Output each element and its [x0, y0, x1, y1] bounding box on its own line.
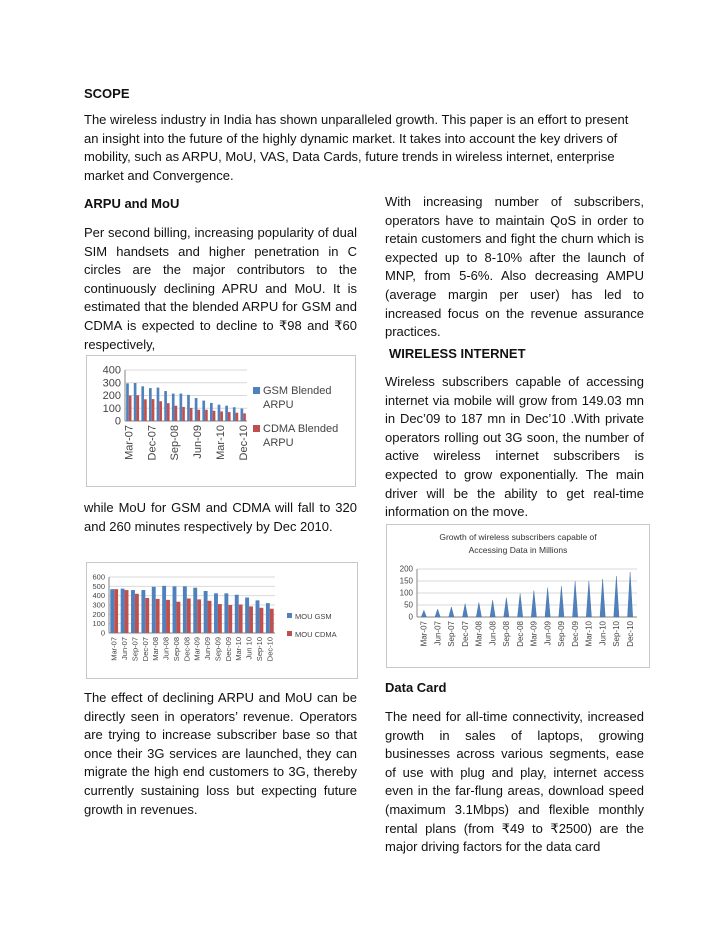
- x-tick-label: Mar-10: [234, 637, 244, 661]
- chart-title-line: Accessing Data in Millions: [468, 545, 568, 555]
- bar-arpu-s1-3: [152, 399, 155, 421]
- y-tick-label: 0: [408, 612, 413, 622]
- bar-arpu-s0-8: [187, 395, 190, 421]
- y-tick-label: 400: [102, 364, 121, 377]
- bar-mou-s1-11: [228, 605, 232, 633]
- x-tick-label: Sep-09: [557, 621, 567, 647]
- bar-wireless-8: [531, 591, 536, 617]
- bar-mou-s1-14: [259, 608, 263, 633]
- y-tick-label: 200: [102, 390, 121, 403]
- bar-arpu-s0-3: [149, 388, 152, 421]
- revenue-paragraph: The effect of declining ARPU and MoU can be directly seen in operators’ revenue. Operators are trying to increase subscriber base so that once their 3G services are launched, they can migrate the high end customers to 3G, thereby currently sustaining loss but expecting future growth in revenues.: [84, 690, 357, 817]
- bar-arpu-s1-13: [228, 412, 231, 421]
- bar-mou-s1-6: [176, 602, 180, 633]
- bar-mou-s0-10: [214, 593, 218, 633]
- x-tick-label: Dec-07: [460, 621, 470, 647]
- bar-arpu-s0-7: [180, 394, 183, 421]
- scope-paragraph: [84, 111, 664, 185]
- x-tick-label: Jun 10: [244, 637, 254, 660]
- y-tick-label: 400: [92, 591, 105, 601]
- bar-wireless-1: [435, 609, 440, 617]
- bar-mou-s0-4: [152, 587, 156, 633]
- bar-wireless-10: [559, 586, 564, 617]
- legend-swatch-0: [253, 387, 260, 394]
- x-tick-label: Dec-10: [265, 637, 275, 662]
- qos-paragraph: With increasing number of subscribers, operators have to maintain QoS in order to retain customers and fight the churn which is expected up to 8-10% after the launch of MNP, from 5-6%. Also decreasing AMPU (average margin per user) has led to increased focus on the revenue assurance practices.: [385, 194, 644, 340]
- arpu-chart-svg: [87, 356, 355, 486]
- mou-paragraph: while MoU for GSM and CDMA will fall to 320 and 260 minutes respectively by Dec 2010.: [84, 500, 357, 534]
- wireless-chart-svg: [387, 525, 649, 667]
- x-tick-label: Dec-09: [570, 621, 580, 647]
- bar-arpu-s0-11: [210, 403, 213, 421]
- x-tick-label: Jun-09: [203, 637, 213, 660]
- bar-mou-s0-2: [131, 590, 135, 633]
- bar-mou-s1-13: [249, 606, 253, 633]
- bar-arpu-s0-13: [225, 406, 228, 421]
- x-tick-label: Jun-09: [543, 621, 553, 646]
- bar-wireless-2: [449, 607, 454, 617]
- scope-line: mobility, such as ARPU, MoU, VAS, Data Cards, future trends in wireless internet, enterprise: [84, 149, 615, 165]
- y-tick-label: 100: [399, 588, 413, 598]
- bar-mou-s1-5: [166, 600, 170, 633]
- x-tick-label: Sep-08: [169, 425, 182, 461]
- x-tick-label: Jun-08: [161, 637, 171, 660]
- y-tick-label: 50: [404, 600, 413, 610]
- x-tick-label: Mar-08: [474, 621, 484, 647]
- bar-arpu-s1-9: [197, 410, 200, 421]
- x-tick-label: Jun-09: [192, 425, 205, 459]
- x-tick-label: Sep-07: [130, 637, 140, 662]
- wireless-paragraph: Wireless subscribers capable of accessing internet via mobile will grow from 149.03 mn in Dec’09 to 187 mn in Dec’10 .With private operators rolling out 3G soon, the number of active wireless internet subscribers is expected to grow exponentially. The main driver will be the ability to get real-time information on the move.: [385, 374, 644, 520]
- legend-label-1: CDMA Blended: [263, 423, 339, 435]
- y-tick-label: 0: [114, 415, 121, 428]
- bar-arpu-s0-12: [218, 405, 221, 421]
- bar-mou-s0-8: [193, 588, 197, 633]
- scope-line: market and Convergence.: [84, 167, 234, 183]
- chart-title-line: Growth of wireless subscribers capable of: [439, 532, 597, 542]
- data-card-paragraph: The need for all-time connectivity, increased growth in sales of laptops, growing businesses across various segments, ease of use with plug and play, internet access even in the far-flung areas, download speed (maximum 3.1Mbps) and flexible monthly rental plans (from ₹49 to ₹2500) are the major driving factors for the data card: [385, 709, 644, 855]
- x-tick-label: Dec-08: [182, 637, 192, 662]
- x-tick-label: Jun-07: [433, 621, 443, 646]
- x-tick-label: Mar-07: [123, 425, 136, 460]
- bar-wireless-14: [614, 576, 619, 617]
- x-tick-label: Jun-08: [488, 621, 498, 646]
- bar-arpu-s1-2: [144, 399, 147, 421]
- bar-mou-s1-10: [218, 604, 222, 633]
- mou-chart: [86, 562, 358, 679]
- x-tick-label: Sep-08: [171, 637, 181, 662]
- y-tick-label: 300: [102, 377, 121, 390]
- y-tick-label: 100: [92, 619, 105, 629]
- bar-wireless-12: [586, 581, 591, 617]
- legend-label-0: MOU GSM: [295, 612, 332, 621]
- bar-arpu-s1-12: [220, 411, 223, 421]
- bar-mou-s0-15: [266, 603, 270, 633]
- bar-arpu-s1-1: [136, 395, 139, 421]
- bar-mou-s1-0: [114, 589, 118, 633]
- scope-heading: SCOPE: [84, 86, 130, 101]
- legend-label-0: GSM Blended: [263, 385, 332, 397]
- x-tick-label: Dec-10: [237, 425, 250, 461]
- bar-mou-s1-3: [145, 598, 149, 633]
- bar-wireless-13: [600, 579, 605, 617]
- bar-arpu-s0-6: [172, 394, 175, 421]
- bar-mou-s1-12: [239, 605, 243, 633]
- bar-arpu-s0-9: [195, 398, 198, 421]
- bar-arpu-s0-1: [134, 383, 137, 421]
- y-tick-label: 300: [92, 600, 105, 610]
- x-tick-label: Mar-08: [151, 637, 161, 661]
- x-tick-label: Sep-10: [612, 621, 622, 647]
- bar-wireless-3: [463, 604, 468, 617]
- wireless-chart: [386, 524, 650, 668]
- legend-swatch-0: [287, 613, 292, 618]
- bar-wireless-9: [545, 588, 550, 617]
- bar-arpu-s1-0: [129, 396, 132, 422]
- x-tick-label: Dec-09: [223, 637, 233, 662]
- bar-mou-s0-1: [121, 589, 125, 633]
- mou-chart-svg: [87, 563, 357, 678]
- bar-arpu-s1-6: [175, 406, 178, 421]
- x-tick-label: Dec-07: [146, 425, 159, 461]
- bar-mou-s1-8: [197, 599, 201, 633]
- arpu-chart: [86, 355, 356, 487]
- bar-mou-s0-11: [224, 593, 228, 633]
- bar-mou-s0-12: [235, 595, 239, 633]
- bar-mou-s1-15: [270, 609, 274, 633]
- bar-mou-s1-9: [208, 601, 212, 633]
- arpu-paragraph: Per second billing, increasing popularity of dual SIM handsets and higher penetration in C circles are the major contributors to the continuously declining APRU and MoU. It is estimated that the blended ARPU for GSM and CDMA is expected to decline to ₹98 and ₹60 respectively,: [84, 225, 357, 352]
- bar-arpu-s1-8: [190, 408, 193, 421]
- bar-arpu-s1-14: [236, 413, 239, 421]
- wireless-internet-heading: WIRELESS INTERNET: [389, 346, 526, 361]
- bar-wireless-15: [628, 572, 633, 617]
- x-tick-label: Sep-07: [447, 621, 457, 647]
- bar-mou-s0-6: [173, 586, 177, 633]
- scope-line: an insight into the future of the highly dynamic market. It takes into account the key drivers of: [84, 130, 618, 146]
- y-tick-label: 200: [399, 564, 413, 574]
- x-tick-label: Jun-07: [120, 637, 130, 660]
- legend-swatch-1: [287, 631, 292, 636]
- bar-wireless-5: [490, 600, 495, 617]
- bar-arpu-s1-4: [159, 401, 162, 421]
- bar-mou-s1-2: [135, 594, 139, 633]
- y-tick-label: 150: [399, 576, 413, 586]
- bar-arpu-s0-4: [157, 388, 160, 421]
- y-tick-label: 200: [92, 609, 105, 619]
- y-tick-label: 500: [92, 581, 105, 591]
- x-tick-label: Dec-07: [140, 637, 150, 662]
- x-tick-label: Mar-09: [192, 637, 202, 661]
- bar-mou-s1-4: [156, 599, 160, 633]
- x-tick-label: Jun-10: [598, 621, 608, 646]
- y-tick-label: 600: [92, 572, 105, 582]
- bar-mou-s0-13: [245, 598, 249, 633]
- bar-mou-s0-14: [256, 600, 260, 633]
- bar-arpu-s0-0: [126, 383, 129, 421]
- x-tick-label: Sep-10: [254, 637, 264, 662]
- bar-mou-s0-0: [110, 589, 114, 633]
- bar-mou-s0-3: [141, 590, 145, 633]
- bar-mou-s0-5: [162, 586, 166, 633]
- bar-mou-s0-7: [183, 586, 187, 633]
- legend-swatch-1: [253, 425, 260, 432]
- bar-mou-s1-7: [187, 598, 191, 633]
- arpu-heading: ARPU and MoU: [84, 196, 180, 211]
- x-tick-label: Sep-09: [213, 637, 223, 662]
- x-tick-label: Sep-08: [502, 621, 512, 647]
- data-card-heading: Data Card: [385, 680, 447, 695]
- x-tick-label: Dec-10: [625, 621, 635, 647]
- x-tick-label: Mar-07: [109, 637, 119, 661]
- bar-arpu-s1-7: [182, 407, 185, 421]
- bar-arpu-s0-5: [164, 391, 167, 421]
- x-tick-label: Mar-10: [214, 425, 227, 460]
- x-tick-label: Mar-07: [419, 621, 429, 647]
- legend-label-0-line2: ARPU: [263, 399, 294, 411]
- bar-wireless-0: [421, 610, 426, 617]
- bar-arpu-s0-10: [202, 401, 205, 421]
- bar-mou-s1-1: [125, 590, 129, 633]
- y-tick-label: 100: [102, 402, 121, 415]
- bar-arpu-s0-2: [141, 386, 144, 421]
- scope-line: The wireless industry in India has shown unparalleled growth. This paper is an effort to present: [84, 112, 629, 127]
- bar-arpu-s0-14: [233, 407, 236, 421]
- y-tick-label: 0: [100, 628, 105, 638]
- legend-label-1-line2: ARPU: [263, 437, 294, 449]
- bar-arpu-s1-11: [213, 411, 216, 421]
- x-tick-label: Mar-10: [584, 621, 594, 647]
- bar-arpu-s0-15: [241, 409, 244, 421]
- bar-arpu-s1-5: [167, 403, 170, 421]
- x-tick-label: Dec-08: [515, 621, 525, 647]
- bar-arpu-s1-15: [243, 413, 246, 421]
- bar-wireless-11: [573, 581, 578, 617]
- legend-label-1: MOU CDMA: [295, 630, 337, 639]
- x-tick-label: Mar-09: [529, 621, 539, 647]
- bar-wireless-6: [504, 598, 509, 617]
- bar-arpu-s1-10: [205, 410, 208, 421]
- bar-mou-s0-9: [204, 591, 208, 633]
